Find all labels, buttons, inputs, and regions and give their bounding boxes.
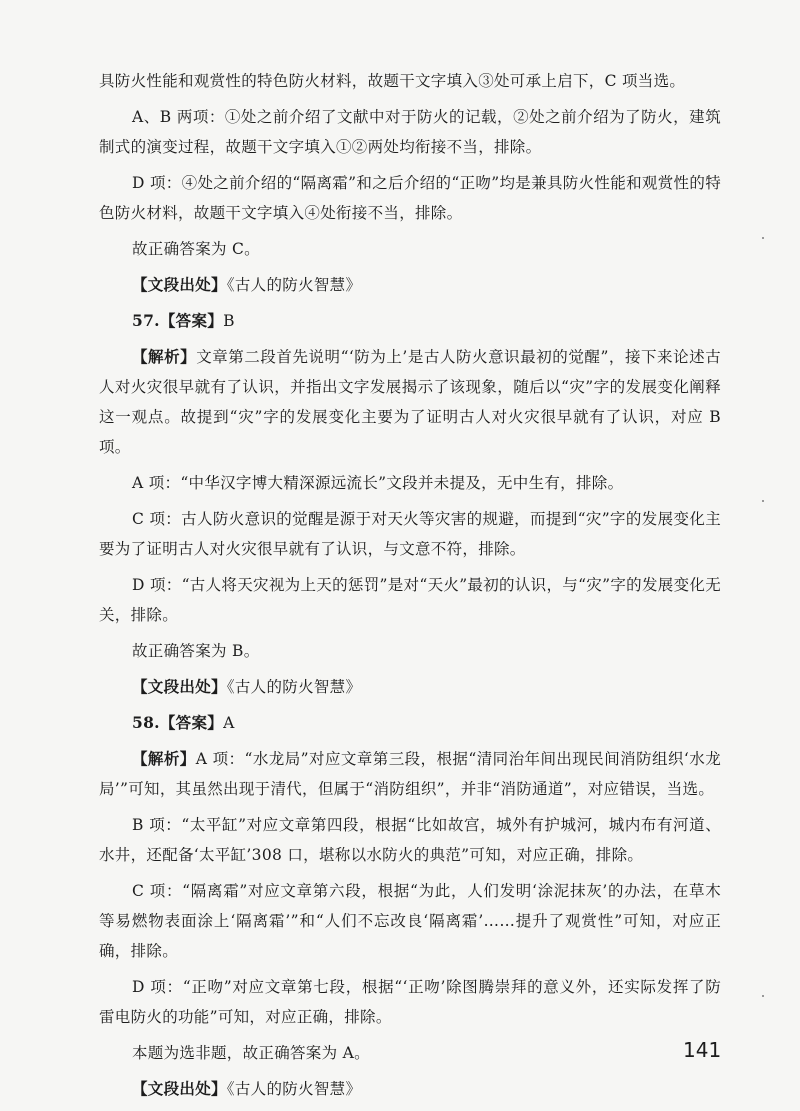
paragraph xyxy=(99,504,721,564)
answer-line xyxy=(99,708,721,738)
document-body xyxy=(99,66,721,1110)
paragraph xyxy=(99,102,721,162)
paragraph-text: A、B 两项：①处之前介绍了文献中对于防火的记载，②处之前介绍为了防火，建筑制式的演变过程，故题干文字填入①②两处均衔接不当，排除。 xyxy=(99,108,721,156)
paragraph-text: B 项：“太平缸”对应文章第四段，根据“比如故宫，城外有护城河，城内布有河道、水井，还配备‘太平缸’308 口，堪称以水防火的典范”可知，对应正确，排除。 xyxy=(99,816,721,864)
source-label: 【文段出处】 xyxy=(132,1079,227,1098)
paragraph xyxy=(99,876,721,966)
source-title: 《古人的防火智慧》 xyxy=(226,276,362,294)
paragraph-text: 文章第二段首先说明“‘防为上’是古人防火意识最初的觉醒”，接下来论述古人对火灾很早就有了认识，并指出文字发展揭示了该现象，随后以“灾”字的发展变化阐释这一观点。故提到“灾”字的发展变化主要为了证明古人对火灾很早就有了认识，对应 B 项。 xyxy=(99,348,721,456)
paragraph xyxy=(99,66,721,96)
paragraph xyxy=(99,468,721,498)
paragraph xyxy=(99,234,721,264)
source-line xyxy=(99,1074,721,1104)
source-label: 【文段出处】 xyxy=(132,275,227,294)
paragraph xyxy=(99,972,721,1032)
answer-label: 57.【答案】 xyxy=(132,311,224,330)
paragraph-text: D 项：“古人将天灾视为上天的惩罚”是对“天火”最初的认识，与“灾”字的发展变化无关，排除。 xyxy=(99,576,721,624)
paragraph xyxy=(99,570,721,630)
paragraph xyxy=(99,1038,721,1068)
source-title: 《古人的防火智慧》 xyxy=(226,678,362,696)
source-line xyxy=(99,672,721,702)
paragraph-text: C 项：“隔离霜”对应文章第六段，根据“为此，人们发明‘涂泥抹灰’的办法，在草木等易燃物表面涂上‘隔离霜’”和“人们不忘改良‘隔离霜’……提升了观赏性”可知，对应正确，排除。 xyxy=(99,882,721,960)
source-title: 《古人的防火智慧》 xyxy=(226,1080,362,1098)
answer-value: B xyxy=(223,312,235,330)
paragraph-text: A 项：“水龙局”对应文章第三段，根据“清同治年间出现民间消防组织‘水龙局’”可知，其虽然出现于清代，但属于“消防组织”，并非“消防通道”，对应错误，当选。 xyxy=(99,750,721,798)
paragraph xyxy=(99,168,721,228)
analysis-paragraph xyxy=(99,342,721,462)
source-label: 【文段出处】 xyxy=(132,677,227,696)
paragraph-text: 故正确答案为 C。 xyxy=(132,240,260,258)
source-line xyxy=(99,270,721,300)
paragraph-text: 具防火性能和观赏性的特色防火材料，故题干文字填入③处可承上启下，C 项当选。 xyxy=(99,72,686,90)
scan-speck xyxy=(762,995,764,997)
scan-speck xyxy=(762,237,764,239)
paragraph-text: D 项：“正吻”对应文章第七段，根据“‘正吻’除图腾崇拜的意义外，还实际发挥了防雷电防火的功能”可知，对应正确，排除。 xyxy=(99,978,721,1026)
analysis-label: 【解析】 xyxy=(132,749,196,768)
paragraph xyxy=(99,636,721,666)
paragraph-text: C 项：古人防火意识的觉醒是源于对天火等灾害的规避，而提到“灾”字的发展变化主要为了证明古人对火灾很早就有了认识，与文意不符，排除。 xyxy=(99,510,721,558)
paragraph-text: 故正确答案为 B。 xyxy=(132,642,260,660)
paragraph-text: A 项：“中华汉字博大精深源远流长”文段并未提及，无中生有，排除。 xyxy=(132,474,624,492)
scan-speck xyxy=(762,500,764,502)
answer-line xyxy=(99,306,721,336)
paragraph-text: 本题为选非题，故正确答案为 A。 xyxy=(132,1044,370,1062)
page-number: 141 xyxy=(683,1038,722,1062)
answer-label: 58.【答案】 xyxy=(132,713,224,732)
answer-value: A xyxy=(223,714,235,732)
paragraph-text: D 项：④处之前介绍的“隔离霜”和之后介绍的“正吻”均是兼具防火性能和观赏性的特色防火材料，故题干文字填入④处衔接不当，排除。 xyxy=(99,174,721,222)
analysis-paragraph xyxy=(99,744,721,804)
analysis-label: 【解析】 xyxy=(132,347,197,366)
paragraph xyxy=(99,810,721,870)
